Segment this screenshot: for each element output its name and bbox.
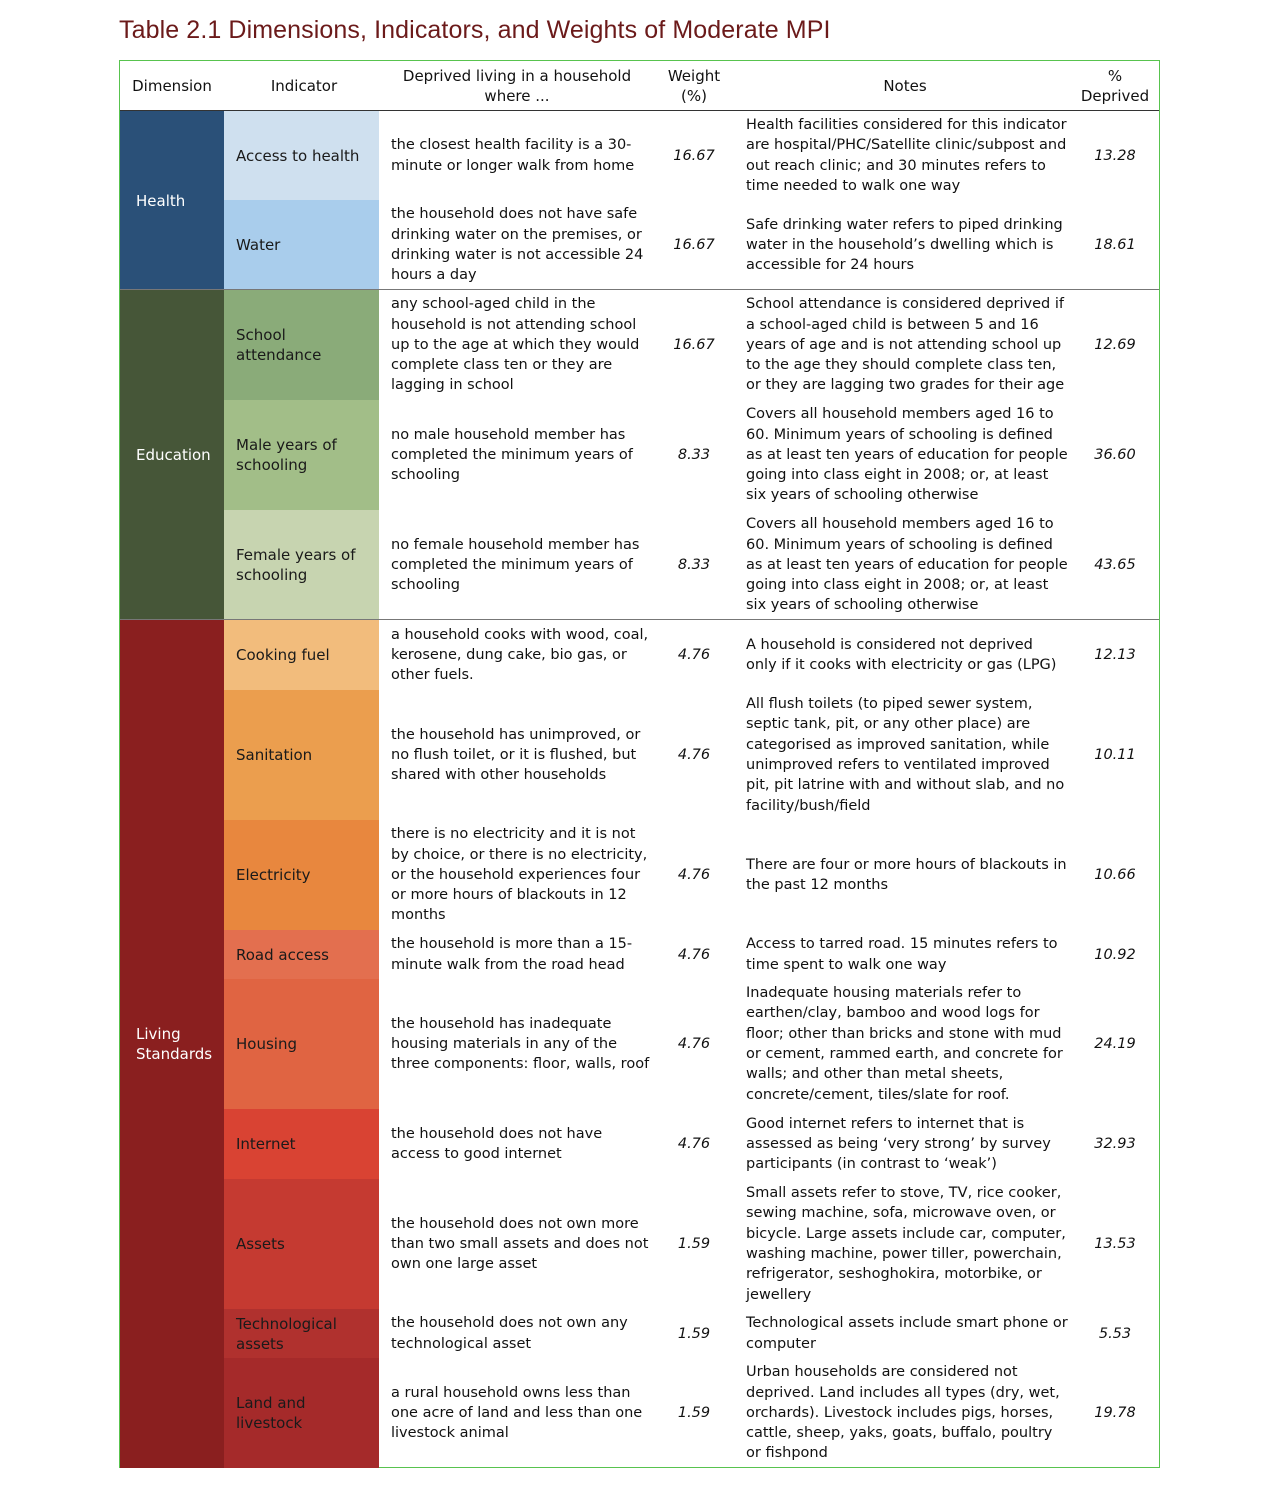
header-dimension: Dimension — [132, 76, 212, 95]
weight-cell: 4.76 — [677, 647, 711, 663]
indicator-cell — [224, 290, 379, 400]
pct-deprived-cell: 32.93 — [1094, 1136, 1136, 1152]
pct-deprived-cell: 10.66 — [1094, 867, 1136, 883]
indicator-label: Housing — [236, 1035, 297, 1053]
weight-cell: 4.76 — [677, 1036, 711, 1052]
pct-deprived-cell: 5.53 — [1098, 1325, 1132, 1342]
header-weight: Weight (%) — [667, 66, 721, 105]
weight-cell: 1.59 — [677, 1236, 711, 1252]
dimension-living-standards — [120, 620, 224, 1468]
header-deprived: Deprived living in a household where ... — [402, 66, 632, 105]
notes-cell: Inadequate housing materials refer to earthen/clay, bamboo and wood logs for floor; other than bricks and stone with mud or cement, rammed earth, and concrete for walls; and other than metal sheets, concrete/cement, tiles/slate for roof. — [746, 985, 1063, 1103]
weight-cell: 16.67 — [673, 147, 715, 164]
indicator-label: Female years of schooling — [236, 546, 356, 584]
notes-cell: Small assets refer to stove, TV, rice cooker, sewing machine, sofa, microwave oven, or bicycle. Large assets include car, computer, washing machine, power tiller, powerchain, refrigerator, seshoghokira, motorbike, or jewellery — [746, 1185, 1066, 1303]
deprived-cell: a household cooks with wood, coal, kerosene, dung cake, bio gas, or other fuels. — [391, 626, 649, 684]
pct-deprived-cell: 10.11 — [1094, 747, 1136, 763]
indicator-cell — [224, 979, 379, 1109]
deprived-cell: the household does not have access to good internet — [391, 1125, 603, 1162]
notes-cell: Safe drinking water refers to piped drinking water in the household’s dwelling which is accessible for 24 hours — [746, 216, 1063, 274]
indicator-cell — [224, 1179, 379, 1309]
pct-deprived-cell: 12.13 — [1094, 647, 1136, 663]
page-title: Table 2.1 Dimensions, Indicators, and Weights of Moderate MPI — [119, 16, 831, 44]
header-indicator: Indicator — [270, 76, 338, 95]
notes-cell: There are four or more hours of blackouts in the past 12 months — [746, 856, 1067, 893]
notes-cell: Good internet refers to internet that is assessed as being ‘very strong’ by survey participants (in contrast to ‘weak’) — [746, 1115, 1051, 1173]
notes-cell: A household is considered not deprived only if it cooks with electricity or gas (LPG) — [746, 636, 1057, 673]
indicator-cell — [224, 400, 379, 510]
weight-cell: 4.76 — [677, 1136, 711, 1152]
weight-cell: 16.67 — [673, 337, 715, 353]
indicator-label: Male years of schooling — [236, 436, 337, 474]
dimension-label: Living Standards — [136, 1025, 213, 1063]
deprived-cell: the household is more than a 15-minute walk from the road head — [391, 936, 633, 973]
deprived-cell: any school-aged child in the household is not attending school up to the age at which they would complete class ten or they are lagging in school — [391, 296, 640, 394]
mpi-table — [119, 60, 1160, 1468]
indicator-label: Assets — [236, 1235, 285, 1253]
pct-deprived-cell: 13.28 — [1094, 147, 1136, 164]
header-notes: Notes — [883, 76, 927, 95]
pct-deprived-cell: 10.92 — [1094, 946, 1136, 963]
deprived-cell: the household does not have safe drinking water on the premises, or drinking water is not accessible 24 hours a day — [391, 206, 644, 284]
notes-cell: Urban households are considered not deprived. Land includes all types (dry, wet, orchards). Livestock includes pigs, horses, cattle, sheep, yaks, goats, buffalo, poultry or fishpond — [746, 1364, 1060, 1462]
indicator-label: Sanitation — [236, 746, 313, 764]
indicator-label: Cooking fuel — [236, 646, 330, 664]
pct-deprived-cell: 36.60 — [1094, 447, 1136, 463]
dimension-education — [120, 290, 224, 620]
dimension-label: Education — [136, 446, 211, 464]
deprived-cell: no male household member has completed the minimum years of schooling — [391, 426, 633, 484]
notes-cell: All flush toilets (to piped sewer system, septic tank, pit, or any other place) are categorised as improved sanitation, while unimproved refers to ventilated improved pit, pit latrine with and without slab, and no facility/bush/field — [746, 696, 1065, 814]
indicator-cell — [224, 510, 379, 620]
deprived-cell: no female household member has completed the minimum years of schooling — [391, 536, 640, 594]
indicator-label: Access to health — [236, 146, 360, 165]
indicator-label: Road access — [236, 945, 329, 964]
weight-cell: 8.33 — [677, 557, 711, 573]
indicator-cell — [224, 820, 379, 930]
notes-cell: Covers all household members aged 16 to 60. Minimum years of schooling is defined as at least ten years of education for people going into class eight in 2008; or, at least six years of schooling otherwise — [746, 406, 1068, 504]
notes-cell: Covers all household members aged 16 to 60. Minimum years of schooling is defined as at least ten years of education for people going into class eight in 2008; or, at least six years of schooling otherwise — [746, 516, 1068, 614]
indicator-cell — [224, 690, 379, 820]
deprived-cell: a rural household owns less than one acre of land and less than one livestock animal — [391, 1384, 643, 1442]
pct-deprived-cell: 13.53 — [1094, 1236, 1136, 1252]
indicator-cell — [224, 930, 379, 979]
notes-cell: Health facilities considered for this indicator are hospital/PHC/Satellite clinic/subpost and out reach clinic; and 30 minutes refers to time needed to walk one way — [746, 116, 1067, 194]
indicator-label: Electricity — [236, 866, 311, 884]
weight-cell: 4.76 — [677, 747, 711, 763]
indicator-label: Water — [236, 236, 281, 254]
notes-cell: Access to tarred road. 15 minutes refers to time spent to walk one way — [746, 936, 1058, 973]
indicator-label: Land and livestock — [236, 1394, 306, 1432]
indicator-cell — [224, 1358, 379, 1468]
deprived-cell: the household has inadequate housing materials in any of the three components: floor, walls, roof — [391, 1015, 650, 1073]
weight-cell: 4.76 — [677, 867, 711, 883]
pct-deprived-cell: 18.61 — [1094, 237, 1136, 253]
indicator-cell — [224, 111, 379, 200]
pct-deprived-cell: 24.19 — [1094, 1036, 1136, 1052]
header-pct-deprived: % Deprived — [1080, 66, 1150, 105]
indicator-cell — [224, 1309, 379, 1358]
indicator-cell — [224, 200, 379, 290]
indicator-label: Technological assets — [236, 1314, 337, 1353]
dimension-health — [120, 111, 224, 290]
deprived-cell: the household has unimproved, or no flush toilet, or it is flushed, but shared with other households — [391, 726, 641, 784]
weight-cell: 1.59 — [677, 1405, 711, 1421]
pct-deprived-cell: 43.65 — [1094, 557, 1136, 573]
deprived-cell: there is no electricity and it is not by choice, or there is no electricity, or the household experiences four or more hours of blackouts in 12 months — [391, 826, 648, 924]
notes-cell: School attendance is considered deprived if a school-aged child is between 5 and 16 years of age and is not attending school up to the age they should complete class ten, or they are lagging two grades for their age — [746, 296, 1065, 394]
weight-cell: 4.76 — [677, 946, 711, 963]
weight-cell: 8.33 — [677, 447, 711, 463]
deprived-cell: the household does not own any technological asset — [391, 1315, 628, 1352]
pct-deprived-cell: 12.69 — [1094, 337, 1136, 353]
weight-cell: 16.67 — [673, 237, 715, 253]
pct-deprived-cell: 19.78 — [1094, 1405, 1136, 1421]
indicator-cell — [224, 620, 379, 690]
deprived-cell: the household does not own more than two small assets and does not own one large asset — [391, 1215, 649, 1273]
weight-cell: 1.59 — [677, 1325, 711, 1342]
indicator-label: School attendance — [236, 326, 322, 364]
deprived-cell: the closest health facility is a 30-minute or longer walk from home — [391, 137, 635, 174]
dimension-label: Health — [136, 191, 186, 210]
indicator-cell — [224, 1109, 379, 1179]
indicator-label: Internet — [236, 1135, 296, 1153]
notes-cell: Technological assets include smart phone or computer — [746, 1315, 1068, 1352]
